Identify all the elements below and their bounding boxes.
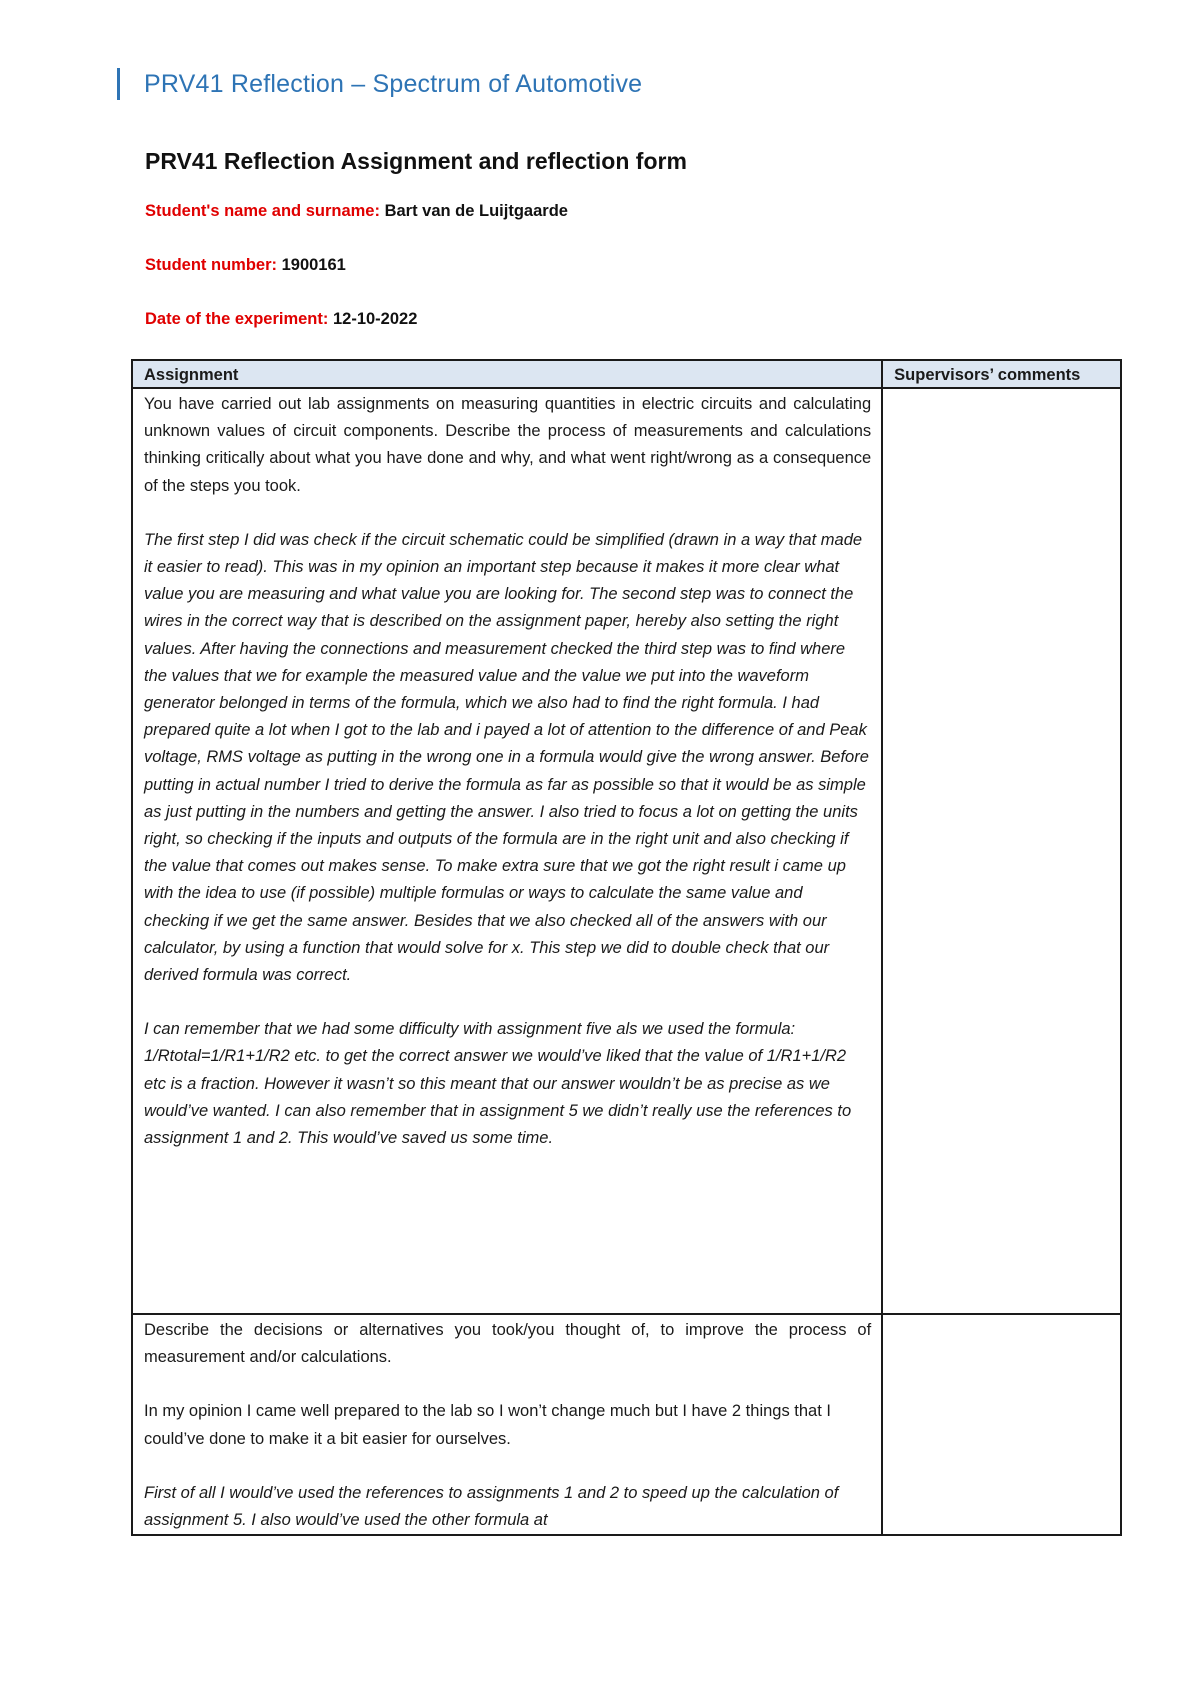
student-number-value: 1900161 xyxy=(281,256,346,274)
header-title: PRV41 Reflection – Spectrum of Automotive xyxy=(144,69,643,98)
table-row xyxy=(132,388,1121,1314)
student-name-label: Student's name and surname: xyxy=(145,202,380,220)
document-title: PRV41 Reflection Assignment and reflection form xyxy=(145,148,687,174)
student-number-label: Student number: xyxy=(145,256,277,274)
assignment-answer: In my opinion I came well prepared to the lab so I won’t change much but I have 2 things that I could’ve done to make it a bit easier for ourselves. xyxy=(144,1402,831,1448)
assignment-cell xyxy=(132,1314,882,1535)
assignment-question: Describe the decisions or alternatives you took/you thought of, to improve the process of measurement and/or calculations. xyxy=(144,1321,872,1367)
student-number-field xyxy=(145,256,346,275)
experiment-date-label: Date of the experiment: xyxy=(145,310,329,328)
experiment-date-value: 12-10-2022 xyxy=(332,310,418,328)
student-name-field xyxy=(145,202,568,221)
experiment-date-field xyxy=(145,310,417,329)
assignment-answer: First of all I would’ve used the references to assignments 1 and 2 to speed up the calculation of assignment 5. I also would’ve used the other formula at xyxy=(144,1483,839,1530)
comments-column-header: Supervisors’ comments xyxy=(882,360,1121,388)
table-row xyxy=(132,1314,1121,1535)
reflection-table xyxy=(131,359,1122,1536)
table-header-row xyxy=(132,360,1121,388)
supervisor-comment-cell xyxy=(882,1314,1121,1535)
assignment-question: You have carried out lab assignments on measuring quantities in electric circuits and calculating unknown values of circuit components. Describe the process of measurements and calculations thinking critically about what you have done and why, and what went right/wrong as a consequence of the steps you took. xyxy=(144,395,872,495)
assignment-column-header: Assignment xyxy=(132,360,882,388)
assignment-cell xyxy=(132,388,882,1314)
page-header xyxy=(117,68,642,100)
assignment-answer: The first step I did was check if the circuit schematic could be simplified (drawn in a way that made it easier to read). This was in my opinion an important step because it makes it more clear what value you are measuring and what value you are looking for. The second step was to connect the wires in the correct way that is described on the assignment paper, hereby also setting the right values. After having the connections and measurement checked the third step was to find where the values that we for example the measured value and the value we put into the waveform generator belonged in terms of the formula, which we also had to find the right formula. I had prepared quite a lot when I got to the lab and i payed a lot of attention to the difference of and Peak voltage, RMS voltage as putting in the wrong one in a formula would give the wrong answer. Before putting in actual number I tried to derive the formula as far as possible so that it would be as simple as just putting in the numbers and getting the answer. I also tried to focus a lot on getting the units right, so checking if the inputs and outputs of the formula are in the right unit and also checking if the value that comes out makes sense. To make extra sure that we got the right result i came up with the idea to use (if possible) multiple formulas or ways to calculate the same value and checking if we get the same answer. Besides that we also checked all of the answers with our calculator, by using a function that would solve for x. This step we did to double check that our derived formula was correct. xyxy=(144,530,869,985)
student-name-value: Bart van de Luijtgaarde xyxy=(384,202,568,220)
header-accent-bar xyxy=(117,68,120,100)
assignment-answer: I can remember that we had some difficulty with assignment five als we used the formula: 1/Rtotal=1/R1+1/R2 etc. to get the correct answer we would’ve liked that the value of 1/R1+1/R2 etc is a fraction. However it wasn’t so this meant that our answer wouldn’t be as precise as we would’ve wanted. I can also remember that in assignment 5 we didn’t really use the references to assignment 1 and 2. This would’ve saved us some time. xyxy=(144,1020,852,1148)
supervisor-comment-cell xyxy=(882,388,1121,1314)
